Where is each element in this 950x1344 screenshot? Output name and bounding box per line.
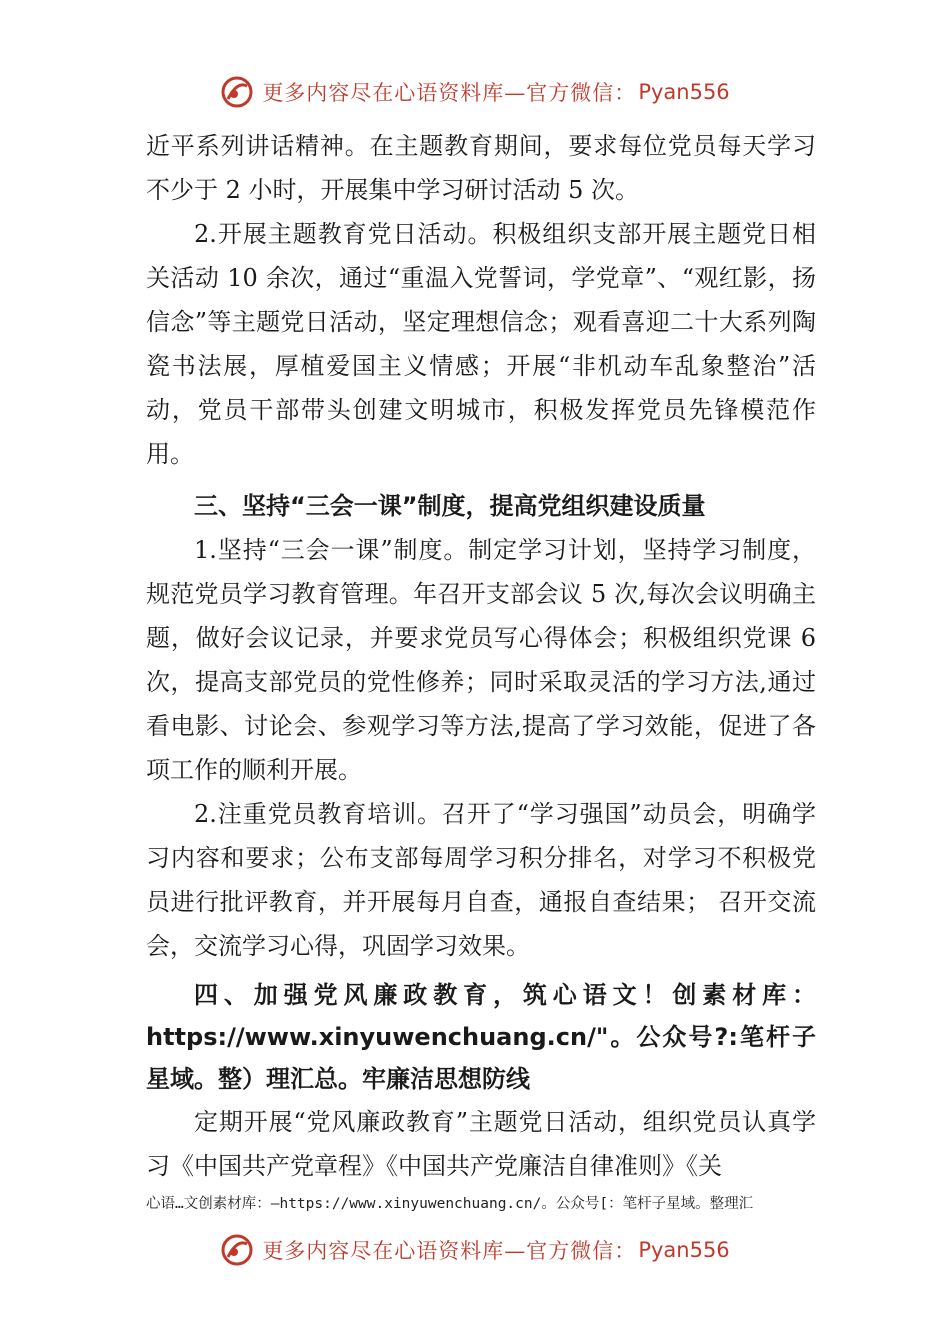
paragraph-three-meetings: 1.坚持“三会一课”制度。制定学习计划，坚持学习制度，规范党员学习教育管理。年召开支部会议 5 次,每次会议明确主题，做好会议记录，并要求党员写心得体会；积极组织党课 6 次，提高支部党员的党性修养；同时采取灵活的学习方法,通过看电影、讨论会、参观学习等方法,提高了学习效能，促进了各项工作的顺利开展。 [146,536,816,784]
footer-banner-text: 更多内容尽在心语资料库—官方微信： [262,1239,637,1263]
red-circular-seal-icon [220,75,254,109]
header-banner-account: Pyan556 [638,80,730,104]
section-heading-three: 三、坚持“三会一课”制度，提高党组织建设质量 [194,492,706,520]
footer-banner-account: Pyan556 [638,1238,730,1262]
paragraph-party-day: 2.开展主题教育党日活动。积极组织支部开展主题党日相关活动 10 余次，通过“重温入党誓词，学党章”、“观红影，扬信念”等主题党日活动，坚定理想信念；观看喜迎二十大系列陶瓷书法展，厚植爱国主义情感；开展“非机动车乱象整治”活动，党员干部带头创建文明城市，积极发挥党员先锋模范作用。 [146,220,816,468]
footer-banner [0,1228,950,1272]
red-circular-seal-icon [220,1233,254,1267]
footer-watermark-line: 心语…文创素材库：—https://www.xinyuwenchuang.cn/。公众号[：笔杆子星域。整理汇 [146,1196,754,1212]
document-body [146,124,816,1188]
section-heading-four: 四、加强党风廉政教育，筑心语文！创素材库：https://www.xinyuwenchuang.cn/"。公众号?:笔杆子星域。整）理汇总。牢廉洁思想防线 [146,981,816,1093]
header-banner [0,70,950,114]
header-banner-text: 更多内容尽在心语资料库—官方微信： [262,81,637,105]
paragraph-continuation: 近平系列讲话精神。在主题教育期间，要求每位党员每天学习不少于 2 小时，开展集中学习研讨活动 5 次。 [146,132,816,204]
paragraph-integrity: 定期开展“党风廉政教育”主题党日活动，组织党员认真学习《中国共产党章程》《中国共产党廉洁自律准则》《关 [146,1108,816,1180]
paragraph-training: 2.注重党员教育培训。召开了“学习强国”动员会，明确学习内容和要求；公布支部每周学习积分排名，对学习不积极党员进行批评教育，并开展每月自查，通报自查结果； 召开交流会，交流学习心得，巩固学习效果。 [146,800,816,960]
